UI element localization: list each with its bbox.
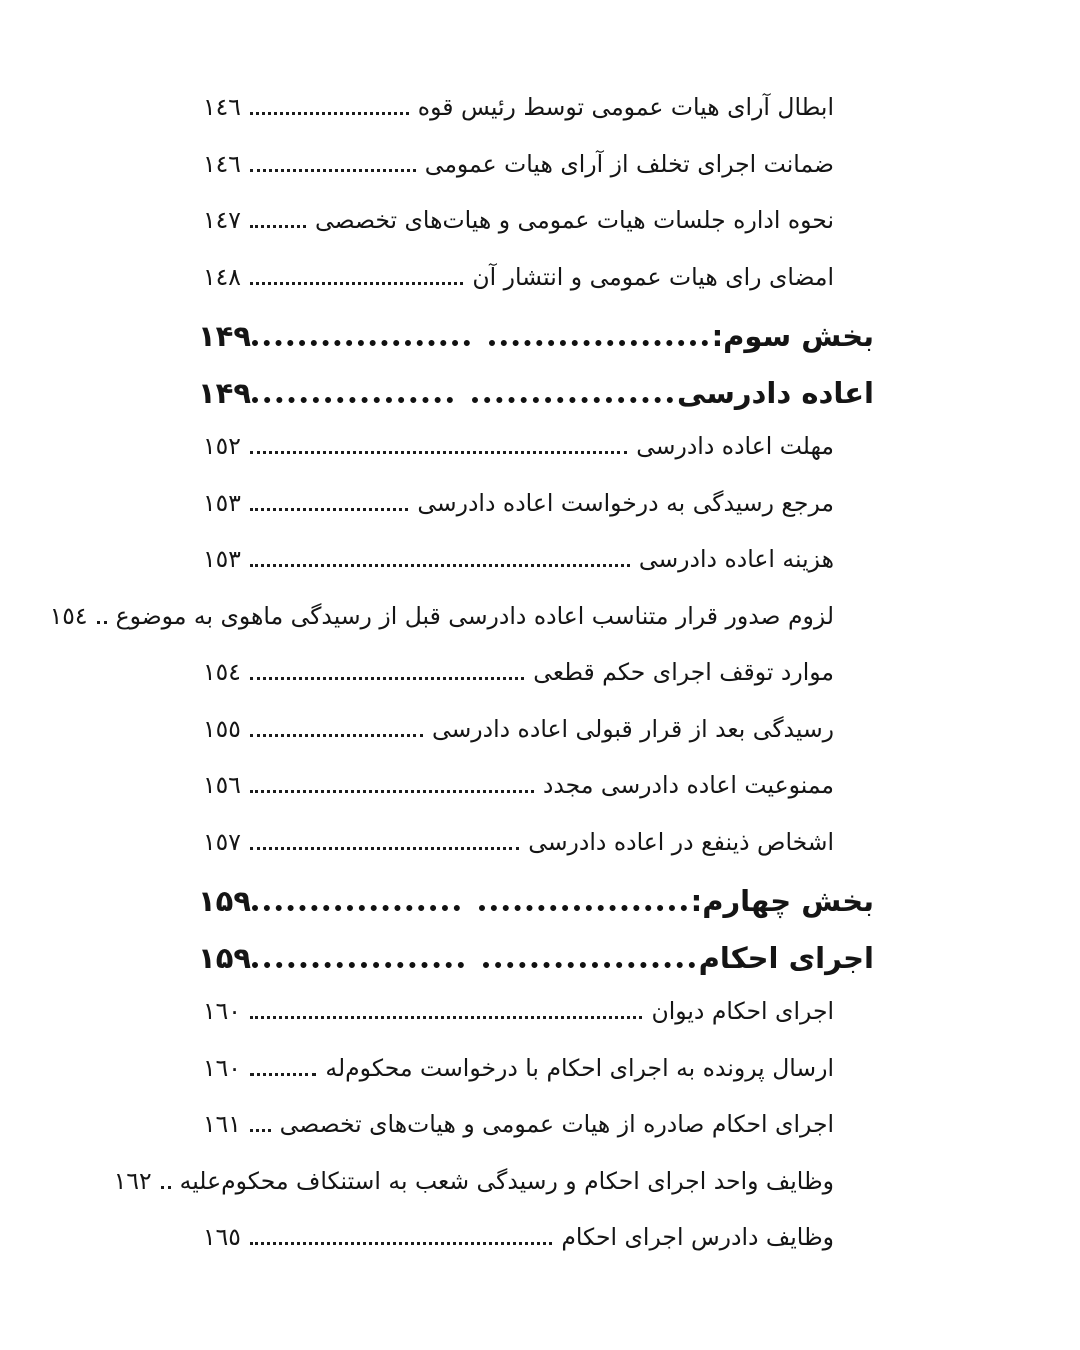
- toc-entry-title: وظایف واحد اجرای احکام و رسیدگی شعب به استنکاف محکوم‌علیه: [179, 1166, 834, 1195]
- toc-section-page: ۱۴۹: [197, 375, 252, 410]
- toc-section-page: ۱۵۹: [198, 940, 252, 975]
- toc-entry-page: ١٥٢: [203, 432, 241, 460]
- dot-leader: [97, 621, 107, 624]
- toc-entry: [0, 655, 1080, 712]
- dot-leader: [250, 734, 423, 737]
- toc-entry: [0, 712, 1080, 769]
- toc-entry: [0, 1220, 1080, 1277]
- dot-leader: [489, 340, 707, 346]
- dot-leader: [250, 225, 306, 228]
- toc-section-page: ۱۴۹: [197, 319, 252, 353]
- toc-entry-title: نحوه اداره جلسات هیات عمومی و هیات‌های تخصصی: [315, 206, 834, 234]
- toc-entry-page: ١٦٠: [203, 1053, 241, 1082]
- toc-section-title: اعاده دادرسی: [677, 375, 874, 410]
- toc-entry-title: وظایف دادرس اجرای احکام: [561, 1223, 834, 1251]
- dot-leader: [250, 451, 627, 454]
- toc-section-title: بخش چهارم:: [690, 884, 874, 918]
- toc-entry-page: ١٥٣: [203, 488, 241, 517]
- toc-entry: [0, 260, 1080, 317]
- dot-leader: [250, 677, 524, 680]
- toc-entry-page: ١٤٨: [203, 262, 241, 291]
- toc-section-heading: [0, 316, 1080, 373]
- toc-entry-page: ١٤٦: [203, 149, 241, 178]
- toc-entry: [0, 1107, 1080, 1164]
- toc-entry-page: ١٥٦: [203, 771, 241, 799]
- toc-entry-page: ١٦٠: [203, 997, 241, 1025]
- dot-leader: [252, 905, 460, 911]
- toc-entry-page: ١٦٥: [203, 1223, 241, 1251]
- toc-entry-page: ١٦٢: [113, 1166, 152, 1195]
- toc-entry: [0, 486, 1080, 543]
- toc-entry-page: ١٥٤: [49, 601, 88, 630]
- toc-entry: [0, 1051, 1080, 1108]
- toc-entry: [0, 825, 1080, 882]
- toc-entry: [0, 768, 1080, 825]
- toc-entry-title: لزوم صدور قرار متناسب اعاده دادرسی قبل از رسیدگی ماهوی به موضوع: [115, 601, 834, 630]
- toc-entry: [0, 203, 1080, 260]
- toc-entry-title: اشخاص ذینفع در اعاده دادرسی: [528, 827, 834, 856]
- toc-entry-page: ١٥٣: [203, 545, 241, 573]
- dot-leader: [250, 1016, 643, 1019]
- dot-leader: [250, 1242, 552, 1245]
- dot-leader: [250, 790, 534, 793]
- toc-entry-title: اجرای احکام صادره از هیات عمومی و هیات‌های تخصصی: [279, 1110, 834, 1138]
- toc-section-title: اجرای احکام: [698, 940, 874, 975]
- toc-entry-page: ١٤٦: [203, 93, 241, 121]
- toc-entry-title: ارسال پرونده به اجرای احکام با درخواست محکوم‌له: [325, 1053, 834, 1082]
- toc-section-title: بخش سوم:: [711, 319, 874, 353]
- dot-leader: [252, 340, 470, 346]
- dot-leader: [250, 847, 519, 850]
- dot-leader: [250, 1129, 271, 1132]
- dot-leader: [252, 397, 453, 403]
- toc-entry: [0, 147, 1080, 204]
- toc-section-heading: [0, 938, 1080, 995]
- toc-entry-page: ١٦١: [203, 1110, 241, 1138]
- toc-entry-title: اجرای احکام دیوان: [651, 997, 834, 1025]
- dot-leader: [250, 508, 408, 511]
- dot-leader: [250, 564, 630, 567]
- toc-entry-title: ابطال آرای هیات عمومی توسط رئیس قوه: [417, 93, 834, 121]
- dot-leader: [250, 1073, 317, 1076]
- toc-entry-page: ١٥٧: [203, 827, 241, 856]
- toc-entry-title: امضای رای هیات عمومی و انتشار آن: [472, 262, 834, 291]
- toc-entry: [0, 429, 1080, 486]
- dot-leader: [472, 397, 673, 403]
- toc-section-page: ۱۵۹: [197, 884, 252, 918]
- dot-leader: [250, 282, 464, 285]
- toc-entry: [0, 994, 1080, 1051]
- dot-leader: [483, 962, 695, 968]
- toc-section-heading: [0, 881, 1080, 938]
- toc-entry-title: ممنوعیت اعاده دادرسی مجدد: [542, 771, 834, 799]
- toc-entry-title: رسیدگی بعد از قرار قبولی اعاده دادرسی: [431, 714, 834, 743]
- toc-entry-title: هزینه اعاده دادرسی: [638, 545, 834, 573]
- toc-entry-page: ١٥٤: [203, 658, 241, 686]
- dot-leader: [479, 905, 687, 911]
- dot-leader: [252, 962, 464, 968]
- toc-entry: [0, 1164, 1080, 1221]
- toc-entry: [0, 542, 1080, 599]
- dot-leader: [250, 169, 416, 172]
- toc-entry: [0, 90, 1080, 147]
- toc-entry-title: موارد توقف اجرای حکم قطعی: [533, 658, 834, 686]
- toc-entry: [0, 599, 1080, 656]
- toc-entry-title: ضمانت اجرای تخلف از آرای هیات عمومی: [424, 149, 834, 178]
- toc-entry-title: مهلت اعاده دادرسی: [636, 432, 834, 460]
- dot-leader: [250, 112, 409, 115]
- toc-entry-page: ١٤٧: [203, 206, 241, 234]
- dot-leader: [161, 1186, 171, 1189]
- toc-entry-page: ١٥٥: [203, 714, 241, 743]
- toc-section-heading: [0, 373, 1080, 430]
- toc-entry-title: مرجع رسیدگی به درخواست اعاده دادرسی: [417, 488, 834, 517]
